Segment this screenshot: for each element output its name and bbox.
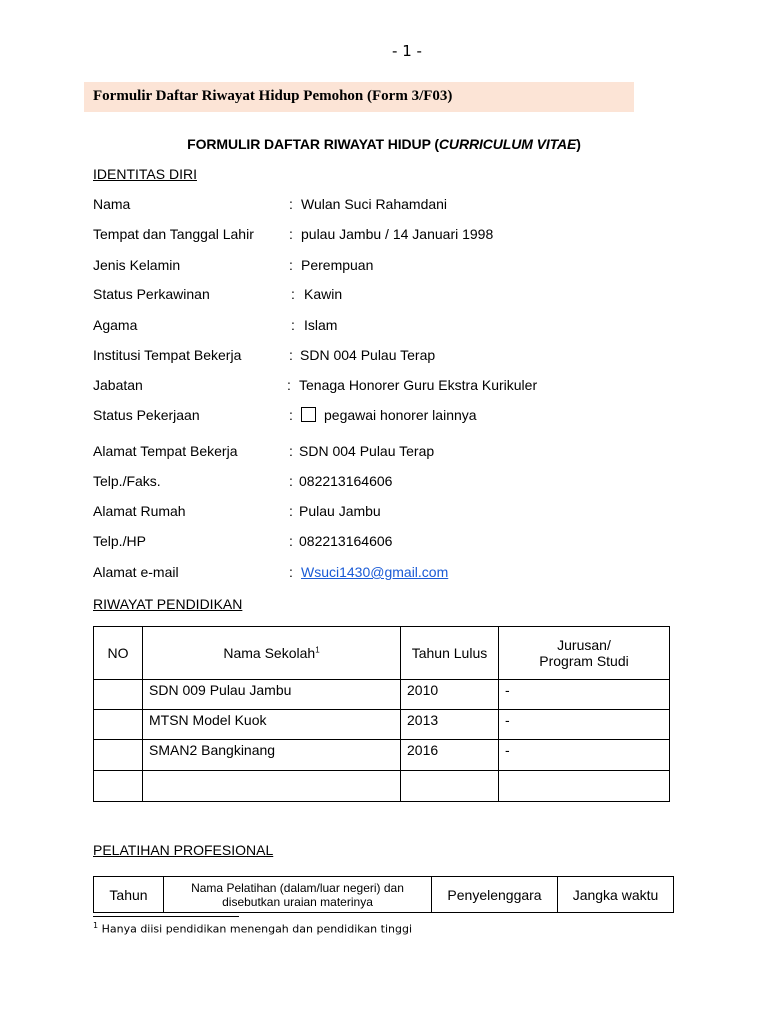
colon: : [289,257,293,273]
value-jenis-kelamin: Perempuan [301,257,374,273]
header-year: Tahun Lulus [401,627,499,680]
label-tempat-tanggal-lahir: Tempat dan Tanggal Lahir [93,226,254,242]
form-banner [84,82,634,112]
header-training-name-line1: Nama Pelatihan (dalam/luar negeri) dan [191,880,404,895]
label-telp-hp: Telp./HP [93,533,146,549]
cell-major [499,771,670,802]
footnote-separator [93,916,239,917]
email-link[interactable]: Wsuci1430@gmail.com [301,564,449,580]
colon: : [287,377,291,393]
header-training-year: Tahun [94,877,164,913]
colon: : [289,443,293,459]
title-italic: CURRICULUM VITAE [438,136,577,152]
label-status-perkawinan: Status Perkawinan [93,286,210,302]
table-row [94,771,670,802]
table-row [94,680,670,710]
label-alamat-rumah: Alamat Rumah [93,503,186,519]
value-jabatan: Tenaga Honorer Guru Ekstra Kurikuler [299,377,538,393]
value-tempat-tanggal-lahir: pulau Jambu / 14 Januari 1998 [301,226,494,242]
value-telp-hp: 082213164606 [299,533,393,549]
table-row [94,710,670,740]
label-telp-faks: Telp./Faks. [93,473,161,489]
value-institusi: SDN 004 Pulau Terap [300,347,436,363]
label-jenis-kelamin: Jenis Kelamin [93,257,181,273]
footnote-mark: 1 [93,921,99,930]
cell-major: - [499,680,670,710]
education-table [93,626,670,802]
value-telp-faks: 082213164606 [299,473,393,489]
colon: : [289,407,293,423]
title-prefix: FORMULIR DAFTAR RIWAYAT HIDUP ( [187,136,439,152]
table-header-row [94,877,674,913]
label-status-pekerjaan: Status Pekerjaan [93,407,200,423]
header-major-line2: Program Studi [539,653,629,669]
title-suffix: ) [576,136,581,152]
footnote [93,921,412,936]
colon: : [289,564,293,580]
training-table [93,876,674,913]
label-jabatan: Jabatan [93,377,143,393]
document-title [0,136,768,152]
label-nama: Nama [93,196,131,212]
cell-no [94,680,143,710]
cell-school: SDN 009 Pulau Jambu [143,680,401,710]
page-number: - 1 - [392,42,422,60]
colon: : [289,196,293,212]
footnote-ref: 1 [315,645,320,655]
colon: : [289,533,293,549]
header-duration: Jangka waktu [558,877,674,913]
cell-year: 2010 [401,680,499,710]
cell-major: - [499,740,670,771]
colon: : [289,503,293,519]
cell-no [94,740,143,771]
cell-year: 2016 [401,740,499,771]
colon: : [291,317,295,333]
header-school-text: Nama Sekolah [223,645,316,661]
header-training-name [164,877,432,913]
header-no: NO [94,627,143,680]
status-pekerjaan-text: pegawai honorer lainnya [324,407,477,423]
form-banner-text: Formulir Daftar Riwayat Hidup Pemohon (Form 3/F03) [93,88,453,104]
cell-no [94,710,143,740]
header-school [143,627,401,680]
cell-major: - [499,710,670,740]
cell-school: SMAN2 Bangkinang [143,740,401,771]
value-nama: Wulan Suci Rahamdani [301,196,448,212]
table-row [94,740,670,771]
education-heading: RIWAYAT PENDIDIKAN [93,596,243,612]
colon: : [289,347,293,363]
label-agama: Agama [93,317,138,333]
checkbox[interactable] [301,407,316,422]
cell-year: 2013 [401,710,499,740]
colon: : [289,473,293,489]
training-heading: PELATIHAN PROFESIONAL [93,842,274,858]
value-status-perkawinan: Kawin [304,286,343,302]
label-alamat-tempat-bekerja: Alamat Tempat Bekerja [93,443,238,459]
header-organizer: Penyelenggara [432,877,558,913]
cell-school: MTSN Model Kuok [143,710,401,740]
value-agama: Islam [304,317,338,333]
value-status-pekerjaan [301,407,477,423]
header-major-line1: Jurusan/ [557,637,611,653]
footnote-text: Hanya diisi pendidikan menengah dan pendidikan tinggi [101,922,413,936]
table-header-row [94,627,670,680]
colon: : [291,286,295,302]
value-alamat-rumah: Pulau Jambu [299,503,381,519]
identity-heading: IDENTITAS DIRI [93,166,197,182]
header-major [499,627,670,680]
cell-no [94,771,143,802]
value-alamat-tempat-bekerja: SDN 004 Pulau Terap [299,443,435,459]
header-training-name-line2: disebutkan uraian materinya [222,894,373,909]
label-email: Alamat e-mail [93,564,179,580]
cell-year [401,771,499,802]
label-institusi: Institusi Tempat Bekerja [93,347,242,363]
colon: : [289,226,293,242]
cell-school [143,771,401,802]
